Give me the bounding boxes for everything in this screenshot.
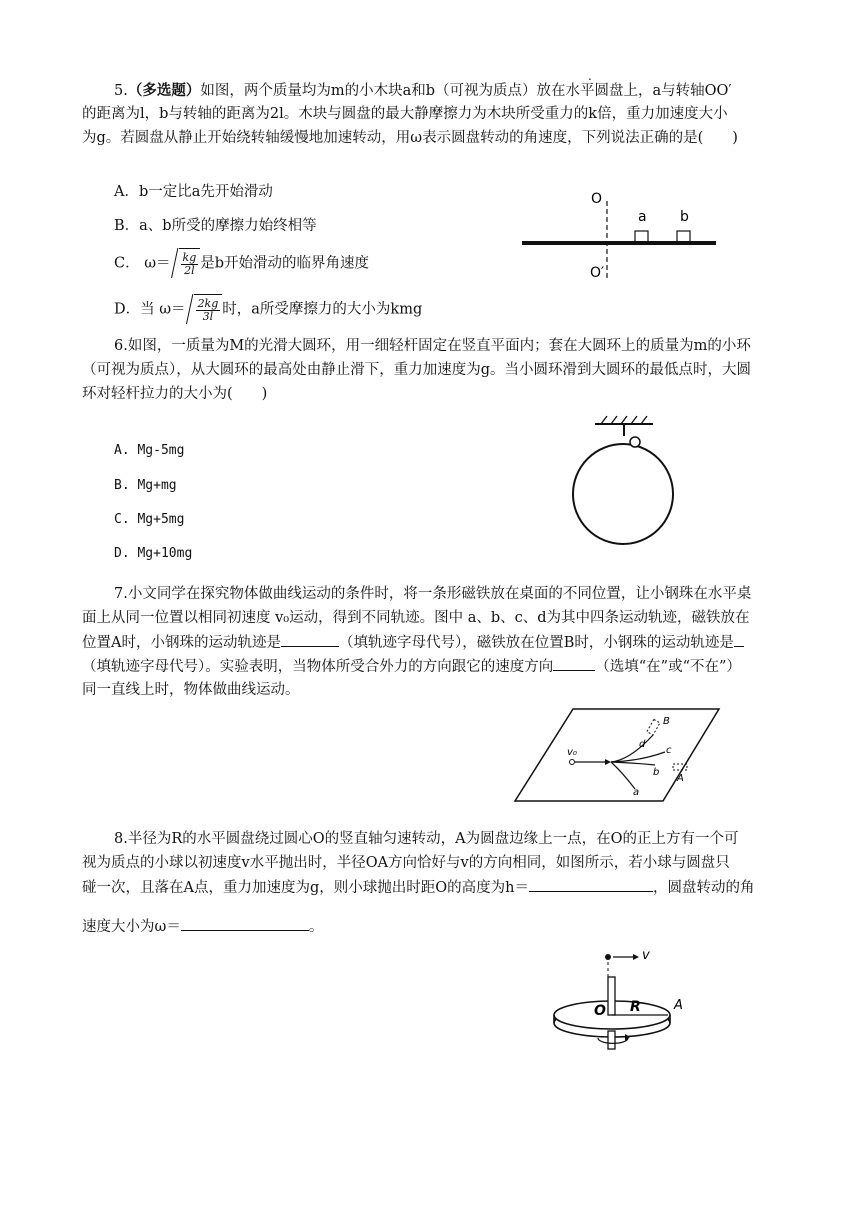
q5-text-1: 如图，两个质量均为m的小木块a和b（可视为质点）放在水平圆盘上，a与转轴OO′: [200, 83, 732, 99]
q8-label-r: R: [630, 999, 641, 1015]
q5-option-a: A．b一定比a先开始滑动: [114, 184, 273, 200]
q6-line-2: （可视为质点），从大圆环的最高处由静止滑下，重力加速度为g。当小圆环滑到大圆环的最低点时，大圆: [82, 362, 752, 378]
q8-line-2: 视为质点的小球以初速度v水平抛出时，半径OA方向恰好与v的方向相同，如图所示，若小球与圆盘只: [82, 855, 730, 871]
q7-blank-position-b[interactable]: [734, 632, 744, 647]
q7-blank-direction[interactable]: [553, 656, 595, 671]
q5-option-c-numerator: kg: [182, 250, 197, 264]
q6-line-3: 环对轻杆拉力的大小为( ): [82, 386, 268, 402]
q5-option-c-prefix: C． ω＝: [114, 255, 171, 272]
q7-text-3b: （填轨迹字母代号），磁铁放在位置B时，小钢珠的运动轨迹是: [338, 635, 734, 651]
q6-small-ring: [630, 437, 640, 447]
q5-option-d-sqrt: [194, 294, 223, 325]
q5-option-c-denominator: 2l: [184, 263, 195, 277]
q7-label-v0: v₀: [567, 747, 577, 758]
q8-line-1: 8.半径为R的水平圆盘绕过圆心O的竖直轴匀速转动，A为圆盘边缘上一点，在O的正上方有一个可: [114, 831, 739, 847]
q8-line-4: [82, 916, 782, 937]
q7-blank-position-a[interactable]: [281, 632, 339, 647]
q5-option-c-sqrt: [179, 248, 201, 279]
q7-magnet-b: [647, 719, 660, 735]
q6-big-ring: [573, 444, 673, 544]
q5-line-1: [82, 81, 782, 101]
q7-text-4a: （填轨迹字母代号）。实验表明，当物体所受合外力的方向跟它的速度方向: [82, 659, 554, 675]
q8-label-a: A: [674, 998, 683, 1013]
q5-option-c-suffix: 是b开始滑动的临界角速度: [200, 255, 370, 272]
q7-label-d: d: [639, 739, 646, 750]
q8-line-3: [82, 877, 782, 898]
q8-shaft-top: [608, 977, 615, 1015]
q7-table-top: [515, 709, 719, 801]
q7-label-a: a: [633, 787, 640, 798]
q8-velocity-arrowhead: [633, 954, 639, 960]
q5-number: 5.: [114, 83, 128, 99]
q5-option-d-numerator: 2kg: [197, 296, 219, 310]
q6-ceiling-hatch: [601, 416, 647, 424]
q6-figure: [568, 410, 678, 560]
q8-blank-height[interactable]: [529, 877, 653, 892]
q5-label-o: O: [591, 191, 603, 207]
q7-label-b: b: [653, 767, 660, 778]
q5-option-b: B．a、b所受的摩擦力始终相等: [114, 218, 317, 234]
q8-text-4b: 。: [308, 919, 324, 935]
top-mark: .: [588, 69, 592, 83]
q8-blank-omega[interactable]: [181, 916, 309, 931]
q8-label-v: v: [642, 948, 650, 963]
q5-block-a: [635, 231, 648, 242]
q7-label-position-a: A: [677, 773, 684, 784]
q8-text-3b: ，圆盘转动的角: [652, 880, 755, 896]
q5-option-d-denominator: 3l: [202, 309, 214, 323]
q6-option-b: B. Mg+mg: [114, 478, 177, 493]
q8-text-4a: 速度大小为ω＝: [82, 919, 181, 935]
q8-text-3a: 碰一次，且落在A点，重力加速度为g，则小球抛出时距O的高度为h＝: [82, 880, 529, 896]
q5-label-b: b: [680, 209, 689, 225]
q5-option-d-prefix: D．当 ω＝: [114, 301, 186, 318]
q5-line-3: 为g。若圆盘从静止开始绕转轴缓慢地加速转动，用ω表示圆盘转动的角速度，下列说法正确的是( ): [82, 130, 738, 146]
q6-option-a: A. Mg-5mg: [114, 443, 185, 458]
q7-figure: [505, 705, 730, 805]
q6-line-1: 6.如图，一质量为M的光滑大圆环，用一细轻杆固定在竖直平面内；套在大圆环上的质量为m的小环: [114, 338, 751, 354]
q7-text-3a: 位置A时，小钢珠的运动轨迹是: [82, 635, 281, 651]
q8-ball: [605, 954, 611, 960]
q6-option-c: C. Mg+5mg: [114, 512, 185, 527]
q7-line-5: 同一直线上时，物体做曲线运动。: [82, 682, 300, 698]
q7-text-4b: （选填“在”或“不在”）: [595, 659, 741, 675]
q7-line-2: 面上从同一位置以相同初速度 v₀运动，得到不同轨迹。图中 a、b、c、d为其中四条运动轨迹，磁铁放在: [82, 610, 750, 626]
q5-option-d-suffix: 时，a所受摩擦力的大小为kmg: [222, 301, 423, 318]
q7-velocity-arrowhead: [605, 759, 611, 765]
q5-option-d: [114, 294, 422, 324]
q5-label-o-prime: O′: [590, 265, 605, 281]
q7-path-b: [611, 762, 655, 765]
q6-option-d: D. Mg+10mg: [114, 546, 193, 561]
q8-label-o: O: [594, 1003, 606, 1019]
q5-block-b: [677, 231, 690, 242]
q7-label-c: c: [666, 745, 672, 756]
q8-shaft-bottom: [608, 1031, 615, 1049]
q5-option-c: [114, 248, 369, 278]
q7-label-position-b: B: [663, 716, 670, 727]
q5-label-a: a: [638, 209, 647, 225]
q8-figure: [550, 945, 700, 1055]
q7-line-3: [82, 632, 782, 653]
q7-line-1: 7.小文同学在探究物体做曲线运动的条件时，将一条形磁铁放在桌面的不同位置，让小钢珠在水平桌: [114, 586, 752, 602]
q7-line-4: [82, 656, 782, 677]
q5-multi-choice-tag: （多选题）: [127, 82, 201, 99]
q7-start-point: [570, 760, 575, 765]
q7-path-a: [611, 762, 635, 789]
q5-figure: [520, 185, 720, 295]
q5-line-2: 的距离为l，b与转轴的距离为2l。木块与圆盘的最大静摩擦力为木块所受重力的k倍，重力加速度大小: [82, 106, 728, 122]
